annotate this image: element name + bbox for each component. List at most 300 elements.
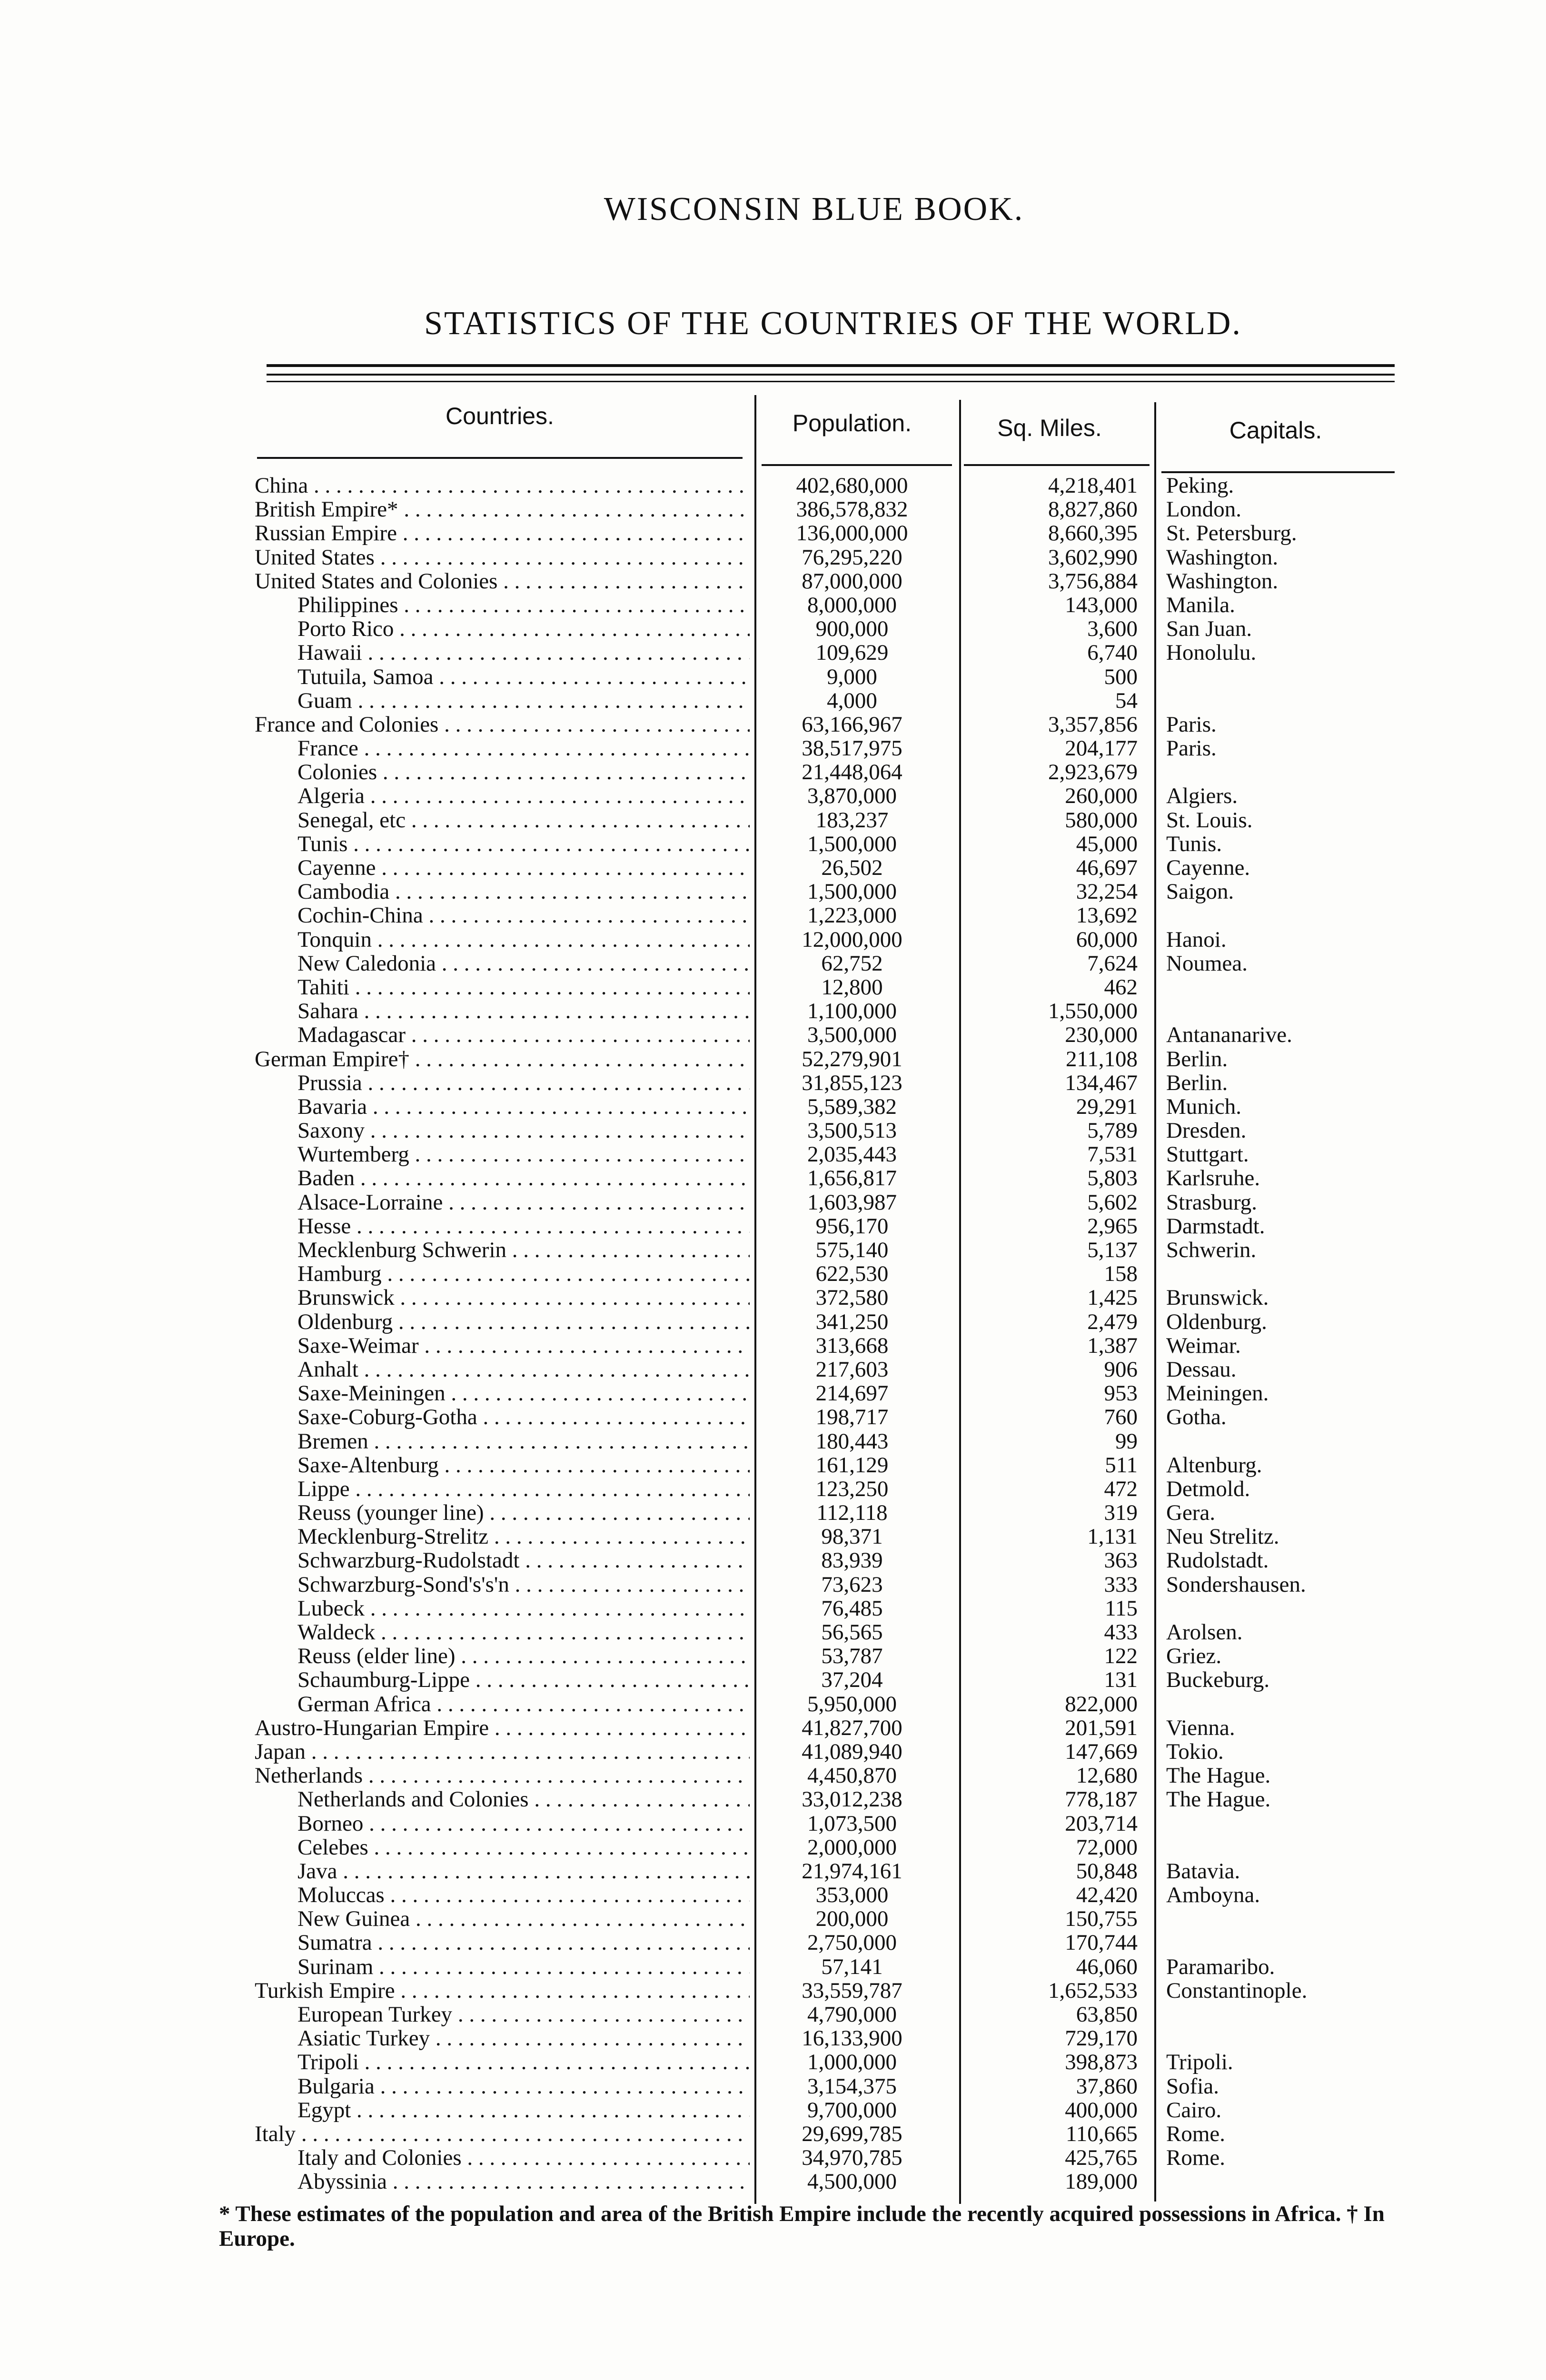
country-cell: Asiatic Turkey . . .: [297, 2026, 750, 2050]
capital-cell: Neu Strelitz.: [1166, 1524, 1279, 1549]
capital-cell: Strasburg.: [1166, 1190, 1258, 1215]
population-cell: 2,750,000: [807, 1930, 897, 1955]
header-underline: [964, 464, 1150, 466]
population-cell: 183,237: [815, 807, 889, 833]
population-cell: 214,697: [815, 1381, 889, 1406]
table-row: [0, 1286, 1546, 1309]
sq-miles-cell: 158: [1104, 1261, 1138, 1287]
capital-cell: Constantinople.: [1166, 1978, 1308, 2003]
sq-miles-cell: 1,550,000: [1048, 999, 1138, 1024]
table-title: STATISTICS OF THE COUNTRIES OF THE WORLD.: [424, 305, 1242, 342]
table-row: [0, 1931, 1546, 1954]
population-cell: 109,629: [815, 640, 889, 665]
population-cell: 1,100,000: [807, 999, 897, 1024]
sq-miles-cell: 72,000: [1076, 1835, 1138, 1860]
country-cell: Russian Empire . . .: [255, 521, 750, 545]
table-row: [0, 545, 1546, 569]
population-cell: 112,118: [816, 1500, 888, 1526]
population-cell: 4,450,870: [807, 1763, 897, 1788]
capital-cell: Munich.: [1166, 1094, 1241, 1119]
country-cell: Philippines . . .: [297, 593, 750, 617]
capital-cell: Dresden.: [1166, 1118, 1247, 1143]
sq-miles-cell: 5,137: [1087, 1238, 1138, 1262]
country-cell: Bremen . . .: [297, 1429, 750, 1453]
sq-miles-cell: 60,000: [1076, 927, 1138, 952]
capital-cell: Tokio.: [1166, 1739, 1224, 1764]
population-cell: 386,578,832: [796, 497, 908, 522]
country-cell: German Africa . . .: [297, 1692, 750, 1716]
table-row: [0, 975, 1546, 999]
capital-cell: The Hague.: [1166, 1787, 1271, 1812]
table-row: [0, 1907, 1546, 1931]
country-cell: Tahiti . . .: [297, 975, 750, 999]
capital-cell: Griez.: [1166, 1644, 1222, 1669]
population-cell: 1,000,000: [807, 2050, 897, 2075]
sq-miles-cell: 46,060: [1076, 1954, 1138, 1979]
capital-cell: Darmstadt.: [1166, 1213, 1265, 1239]
capital-cell: Schwerin.: [1166, 1238, 1257, 1262]
table-row: [0, 593, 1546, 617]
sq-miles-cell: 729,170: [1065, 2026, 1138, 2051]
column-header-capitals: Capitals.: [1229, 417, 1322, 444]
country-cell: Saxe-Coburg-Gotha . . .: [297, 1405, 750, 1429]
population-cell: 136,000,000: [796, 521, 908, 546]
population-cell: 180,443: [815, 1428, 889, 1454]
table-row: [0, 832, 1546, 856]
country-cell: Italy and Colonies . . .: [297, 2146, 750, 2170]
capital-cell: Gotha.: [1166, 1405, 1227, 1430]
country-cell: Bulgaria . . .: [297, 2074, 750, 2098]
sq-miles-cell: 363: [1104, 1548, 1138, 1573]
table-row: [0, 1071, 1546, 1095]
sq-miles-cell: 115: [1105, 1596, 1138, 1621]
table-row: [0, 2050, 1546, 2074]
sq-miles-cell: 7,531: [1087, 1142, 1138, 1167]
table-row: [0, 1166, 1546, 1190]
population-cell: 76,485: [821, 1596, 883, 1621]
capital-cell: Rome.: [1166, 2145, 1226, 2171]
population-cell: 21,448,064: [802, 760, 902, 785]
population-cell: 2,035,443: [807, 1142, 897, 1167]
population-cell: 4,790,000: [807, 2002, 897, 2027]
sq-miles-cell: 1,131: [1087, 1524, 1138, 1549]
population-cell: 3,500,513: [807, 1118, 897, 1143]
header-underline: [257, 457, 743, 459]
population-cell: 1,656,817: [807, 1166, 897, 1191]
sq-miles-cell: 122: [1104, 1644, 1138, 1669]
sq-miles-cell: 131: [1104, 1667, 1138, 1693]
sq-miles-cell: 2,965: [1087, 1213, 1138, 1239]
sq-miles-cell: 778,187: [1065, 1787, 1138, 1812]
population-cell: 53,787: [821, 1644, 883, 1669]
table-row: [0, 1787, 1546, 1811]
population-cell: 622,530: [815, 1261, 889, 1287]
country-cell: Saxe-Altenburg . . .: [297, 1453, 750, 1477]
population-cell: 37,204: [821, 1667, 883, 1693]
population-cell: 4,000: [827, 688, 877, 713]
country-cell: Guam . . .: [297, 689, 750, 713]
country-cell: Schaumburg-Lippe . . .: [297, 1668, 750, 1692]
country-cell: United States . . .: [255, 545, 750, 569]
country-cell: France . . .: [297, 736, 750, 760]
sq-miles-cell: 6,740: [1087, 640, 1138, 665]
population-cell: 98,371: [821, 1524, 883, 1549]
country-cell: Egypt . . .: [297, 2098, 750, 2122]
population-cell: 87,000,000: [802, 568, 902, 594]
capital-cell: Manila.: [1166, 592, 1235, 617]
population-cell: 29,699,785: [802, 2121, 902, 2146]
country-cell: Hesse . . .: [297, 1214, 750, 1238]
population-cell: 575,140: [815, 1238, 889, 1262]
sq-miles-cell: 511: [1105, 1452, 1138, 1478]
table-row: [0, 952, 1546, 975]
population-cell: 31,855,123: [802, 1070, 902, 1095]
sq-miles-cell: 433: [1104, 1620, 1138, 1645]
population-cell: 200,000: [815, 1906, 889, 1932]
table-row: [0, 1023, 1546, 1047]
capital-cell: Cayenne.: [1166, 855, 1250, 880]
table-row: [0, 999, 1546, 1023]
capital-cell: Oldenburg.: [1166, 1309, 1267, 1334]
top-rule: [267, 381, 1395, 382]
country-cell: New Guinea . . .: [297, 1907, 750, 1931]
population-cell: 956,170: [815, 1213, 889, 1239]
population-cell: 161,129: [815, 1452, 889, 1478]
sq-miles-cell: 2,923,679: [1048, 760, 1138, 785]
population-cell: 1,223,000: [807, 903, 897, 928]
table-row: [0, 1525, 1546, 1548]
table-row: [0, 736, 1546, 760]
country-cell: Austro-Hungarian Empire . . .: [255, 1716, 750, 1740]
sq-miles-cell: 906: [1104, 1357, 1138, 1382]
capital-cell: Altenburg.: [1166, 1452, 1262, 1478]
table-row: [0, 1644, 1546, 1668]
table-row: [0, 1812, 1546, 1835]
table-row: [0, 1620, 1546, 1644]
sq-miles-cell: 37,860: [1076, 2073, 1138, 2099]
population-cell: 38,517,975: [802, 736, 902, 761]
sq-miles-cell: 134,467: [1065, 1070, 1138, 1095]
capital-cell: Algiers.: [1166, 783, 1238, 809]
capital-cell: Amboyna.: [1166, 1883, 1260, 1908]
country-cell: Saxe-Meiningen . . .: [297, 1381, 750, 1405]
capital-cell: Hanoi.: [1166, 927, 1227, 952]
table-row: [0, 1955, 1546, 1979]
table-row: [0, 2170, 1546, 2193]
country-cell: New Caledonia . . .: [297, 952, 750, 975]
sq-miles-cell: 319: [1104, 1500, 1138, 1526]
column-header-population: Population.: [792, 410, 912, 436]
capital-cell: Peking.: [1166, 473, 1234, 498]
country-cell: Lippe . . .: [297, 1477, 750, 1501]
header-underline: [762, 464, 952, 466]
table-row: [0, 474, 1546, 497]
column-header-sq-miles: Sq. Miles.: [997, 415, 1102, 441]
table-row: [0, 1668, 1546, 1692]
population-cell: 8,000,000: [807, 592, 897, 617]
population-cell: 21,974,161: [802, 1858, 902, 1884]
country-cell: Sahara . . .: [297, 999, 750, 1023]
sq-miles-cell: 189,000: [1065, 2169, 1138, 2194]
table-row: [0, 2146, 1546, 2170]
country-cell: Tutuila, Samoa . . .: [297, 665, 750, 689]
population-cell: 12,000,000: [802, 927, 902, 952]
sq-miles-cell: 29,291: [1076, 1094, 1138, 1119]
table-row: [0, 2122, 1546, 2146]
sq-miles-cell: 32,254: [1076, 879, 1138, 904]
sq-miles-cell: 462: [1104, 974, 1138, 1000]
country-cell: Schwarzburg-Sond's's'n . . .: [297, 1573, 750, 1597]
country-cell: Netherlands . . .: [255, 1764, 750, 1787]
table-row: [0, 1477, 1546, 1501]
sq-miles-cell: 4,218,401: [1048, 473, 1138, 498]
capital-cell: Berlin.: [1166, 1070, 1228, 1095]
table-row: [0, 808, 1546, 832]
population-cell: 3,500,000: [807, 1022, 897, 1048]
population-cell: 52,279,901: [802, 1046, 902, 1071]
table-row: [0, 1859, 1546, 1883]
table-row: [0, 2026, 1546, 2050]
capital-cell: Paramaribo.: [1166, 1954, 1275, 1979]
sq-miles-cell: 201,591: [1065, 1715, 1138, 1740]
country-cell: Saxe-Weimar . . .: [297, 1334, 750, 1358]
capital-cell: Batavia.: [1166, 1858, 1240, 1884]
capital-cell: Stuttgart.: [1166, 1142, 1249, 1167]
sq-miles-cell: 8,827,860: [1048, 497, 1138, 522]
table-row: [0, 1095, 1546, 1119]
population-cell: 3,154,375: [807, 2073, 897, 2099]
sq-miles-cell: 822,000: [1065, 1691, 1138, 1716]
country-cell: Sumatra . . .: [297, 1931, 750, 1954]
capital-cell: Dessau.: [1166, 1357, 1237, 1382]
sq-miles-cell: 50,848: [1076, 1858, 1138, 1884]
population-cell: 1,500,000: [807, 879, 897, 904]
country-cell: Japan . . .: [255, 1740, 750, 1764]
table-row: [0, 1381, 1546, 1405]
capital-cell: Tunis.: [1166, 831, 1222, 856]
table-row: [0, 1548, 1546, 1572]
population-cell: 217,603: [815, 1357, 889, 1382]
table-row: [0, 1740, 1546, 1764]
country-cell: Colonies . . .: [297, 760, 750, 784]
country-cell: Senegal, etc . . .: [297, 808, 750, 832]
capital-cell: Rome.: [1166, 2121, 1226, 2146]
population-cell: 900,000: [815, 616, 889, 642]
table-row: [0, 1238, 1546, 1262]
book-title: WISCONSIN BLUE BOOK.: [604, 191, 1024, 228]
capital-cell: Sofia.: [1166, 2073, 1219, 2099]
footnote: * These estimates of the population and area of the British Empire include the recently acquired possessions in Africa. † In Europe.: [219, 2202, 1385, 2251]
sq-miles-cell: 260,000: [1065, 783, 1138, 809]
capital-cell: Tripoli.: [1166, 2050, 1233, 2075]
table-row: [0, 1453, 1546, 1477]
sq-miles-cell: 7,624: [1087, 951, 1138, 976]
sq-miles-cell: 1,652,533: [1048, 1978, 1138, 2003]
population-cell: 33,559,787: [802, 1978, 902, 2003]
table-row: [0, 1764, 1546, 1787]
population-cell: 16,133,900: [802, 2026, 902, 2051]
sq-miles-cell: 5,602: [1087, 1190, 1138, 1215]
capital-cell: Honolulu.: [1166, 640, 1257, 665]
population-cell: 313,668: [815, 1333, 889, 1358]
sq-miles-cell: 1,387: [1087, 1333, 1138, 1358]
country-cell: Moluccas . . .: [297, 1883, 750, 1907]
population-cell: 63,166,967: [802, 712, 902, 737]
capital-cell: Brunswick.: [1166, 1285, 1269, 1310]
country-cell: Wurtemberg . . .: [297, 1142, 750, 1166]
table-row: [0, 1501, 1546, 1525]
population-cell: 341,250: [815, 1309, 889, 1334]
population-cell: 4,500,000: [807, 2169, 897, 2194]
table-row: [0, 1692, 1546, 1716]
country-cell: Porto Rico . . .: [297, 617, 750, 641]
sq-miles-cell: 953: [1104, 1381, 1138, 1406]
capital-cell: Noumea.: [1166, 951, 1248, 976]
country-cell: Prussia . . .: [297, 1071, 750, 1095]
table-row: [0, 1883, 1546, 1907]
population-cell: 83,939: [821, 1548, 883, 1573]
capital-cell: Cairo.: [1166, 2097, 1222, 2122]
capital-cell: Meiningen.: [1166, 1381, 1269, 1406]
capital-cell: Detmold.: [1166, 1476, 1250, 1501]
capital-cell: Berlin.: [1166, 1046, 1228, 1071]
table-row: [0, 1835, 1546, 1859]
population-cell: 34,970,785: [802, 2145, 902, 2171]
sq-miles-cell: 12,680: [1076, 1763, 1138, 1788]
table-row: [0, 2074, 1546, 2098]
table-row: [0, 665, 1546, 689]
country-cell: Bavaria . . .: [297, 1095, 750, 1119]
table-row: [0, 1716, 1546, 1740]
column-header-countries: Countries.: [446, 403, 554, 429]
sq-miles-cell: 333: [1104, 1572, 1138, 1597]
country-cell: Tonquin . . .: [297, 928, 750, 952]
sq-miles-cell: 143,000: [1065, 592, 1138, 617]
table-row: [0, 880, 1546, 903]
country-cell: United States and Colonies . . .: [255, 569, 750, 593]
capital-cell: Arolsen.: [1166, 1620, 1243, 1645]
country-cell: Brunswick . . .: [297, 1286, 750, 1309]
country-cell: Hamburg . . .: [297, 1262, 750, 1286]
population-cell: 3,870,000: [807, 783, 897, 809]
country-cell: Anhalt . . .: [297, 1358, 750, 1381]
capital-cell: Gera.: [1166, 1500, 1216, 1526]
population-cell: 62,752: [821, 951, 883, 976]
country-cell: Netherlands and Colonies . . .: [297, 1787, 750, 1811]
country-cell: Lubeck . . .: [297, 1597, 750, 1620]
country-cell: France and Colonies . . .: [255, 713, 750, 736]
capital-cell: Weimar.: [1166, 1333, 1241, 1358]
sq-miles-cell: 500: [1104, 664, 1138, 689]
country-cell: China . . .: [255, 474, 750, 497]
table-row: [0, 713, 1546, 736]
sq-miles-cell: 398,873: [1065, 2050, 1138, 2075]
population-cell: 5,950,000: [807, 1691, 897, 1716]
sq-miles-cell: 13,692: [1076, 903, 1138, 928]
sq-miles-cell: 110,665: [1065, 2121, 1138, 2146]
population-cell: 9,000: [827, 664, 877, 689]
country-cell: Tripoli . . .: [297, 2050, 750, 2074]
country-cell: Surinam . . .: [297, 1955, 750, 1979]
sq-miles-cell: 3,602,990: [1048, 545, 1138, 570]
country-cell: Baden . . .: [297, 1166, 750, 1190]
table-row: [0, 1597, 1546, 1620]
capital-cell: St. Petersburg.: [1166, 521, 1297, 546]
table-row: [0, 1334, 1546, 1358]
capital-cell: Buckeburg.: [1166, 1667, 1270, 1693]
population-cell: 9,700,000: [807, 2097, 897, 2122]
country-cell: Mecklenburg Schwerin . . .: [297, 1238, 750, 1262]
country-cell: Tunis . . .: [297, 832, 750, 856]
country-cell: Reuss (younger line) . . .: [297, 1501, 750, 1525]
population-cell: 26,502: [821, 855, 883, 880]
table-row: [0, 569, 1546, 593]
sq-miles-cell: 1,425: [1087, 1285, 1138, 1310]
population-cell: 12,800: [821, 974, 883, 1000]
sq-miles-cell: 170,744: [1065, 1930, 1138, 1955]
table-row: [0, 2003, 1546, 2026]
table-row: [0, 1190, 1546, 1214]
sq-miles-cell: 147,669: [1065, 1739, 1138, 1764]
table-row: [0, 641, 1546, 664]
population-cell: 198,717: [815, 1405, 889, 1430]
table-row: [0, 856, 1546, 880]
table-row: [0, 928, 1546, 952]
sq-miles-cell: 150,755: [1065, 1906, 1138, 1932]
sq-miles-cell: 46,697: [1076, 855, 1138, 880]
table-row: [0, 760, 1546, 784]
table-row: [0, 2098, 1546, 2122]
country-cell: Oldenburg . . .: [297, 1310, 750, 1334]
country-cell: Madagascar . . .: [297, 1023, 750, 1047]
population-cell: 57,141: [821, 1954, 883, 1979]
table-row: [0, 1405, 1546, 1429]
table-row: [0, 617, 1546, 641]
population-cell: 2,000,000: [807, 1835, 897, 1860]
table-row: [0, 1047, 1546, 1071]
sq-miles-cell: 42,420: [1076, 1883, 1138, 1908]
country-cell: Waldeck . . .: [297, 1620, 750, 1644]
population-cell: 1,073,500: [807, 1811, 897, 1836]
top-rule: [267, 374, 1395, 376]
sq-miles-cell: 203,714: [1065, 1811, 1138, 1836]
country-cell: Alsace-Lorraine . . .: [297, 1190, 750, 1214]
country-cell: Cambodia . . .: [297, 880, 750, 903]
population-cell: 41,089,940: [802, 1739, 902, 1764]
country-cell: Cayenne . . .: [297, 856, 750, 880]
country-cell: Java . . .: [297, 1859, 750, 1883]
sq-miles-cell: 472: [1104, 1476, 1138, 1501]
capital-cell: Antananarive.: [1166, 1022, 1292, 1048]
capital-cell: Karlsruhe.: [1166, 1166, 1260, 1191]
table-row: [0, 1310, 1546, 1334]
table-row: [0, 521, 1546, 545]
country-cell: Algeria . . .: [297, 784, 750, 808]
capital-cell: Washington.: [1166, 545, 1278, 570]
top-rule: [267, 364, 1395, 367]
table-row: [0, 1979, 1546, 2003]
sq-miles-cell: 63,850: [1076, 2002, 1138, 2027]
capital-cell: Washington.: [1166, 568, 1278, 594]
capital-cell: San Juan.: [1166, 616, 1252, 642]
table-row: [0, 689, 1546, 713]
country-cell: Saxony . . .: [297, 1119, 750, 1142]
capital-cell: Paris.: [1166, 736, 1217, 761]
sq-miles-cell: 5,789: [1087, 1118, 1138, 1143]
sq-miles-cell: 425,765: [1065, 2145, 1138, 2171]
country-cell: Celebes . . .: [297, 1835, 750, 1859]
population-cell: 353,000: [815, 1883, 889, 1908]
